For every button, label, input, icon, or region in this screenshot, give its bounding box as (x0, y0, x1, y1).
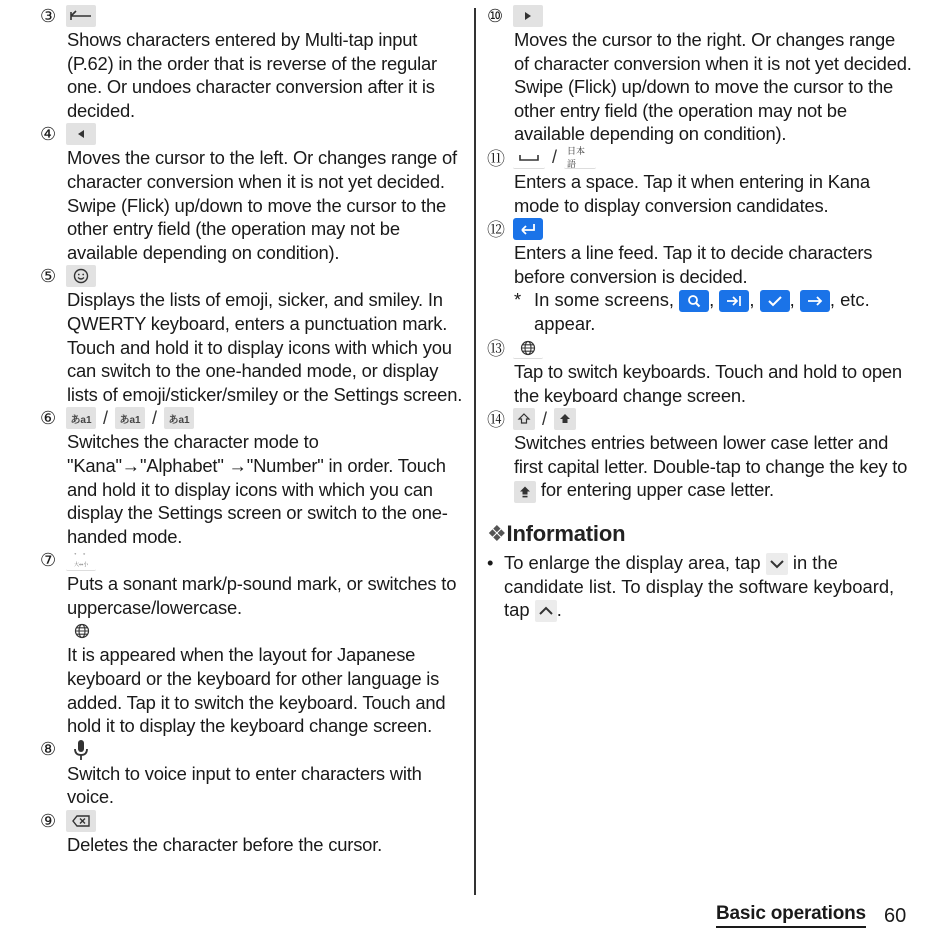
item-number: ⑤ (40, 265, 57, 287)
dakuten-icon (66, 549, 96, 571)
information-bullet: • To enlarge the display area, tap in the candidate list. To display the software keyboard, tap . (487, 551, 912, 623)
footer-section-title: Basic operations (716, 903, 866, 928)
space-key-icon (513, 147, 545, 169)
item-8 (40, 738, 465, 809)
information-section (487, 521, 912, 623)
page-number: 60 (884, 905, 907, 927)
item-number: ③ (40, 5, 57, 27)
item-description: Shows characters entered by Multi-tap input (P.62) in the order that is reverse of the regular one. Or undoes character conversion after it is decided. (67, 29, 437, 121)
conversion-key-icon: 日本語 (564, 147, 596, 169)
item-description: Enters a space. Tap it when entering in Kana mode to display conversion candidates. (514, 170, 870, 216)
item-number: ⑭ (487, 410, 505, 432)
item-description: Tap to switch keyboards. Touch and hold to open the keyboard change screen. (514, 361, 902, 406)
chevron-down-icon (766, 553, 788, 575)
chevron-up-icon (535, 600, 557, 622)
microphone-icon (66, 739, 96, 761)
item-description: Puts a sonant mark/p-sound mark, or switches to uppercase/lowercase. (67, 573, 457, 618)
item-number: ⑧ (40, 739, 57, 761)
item-4 (40, 122, 465, 264)
globe-icon (513, 337, 543, 359)
caps-lock-icon (514, 481, 536, 503)
svg-text:゛ ゜: ゛ ゜ (74, 552, 91, 561)
right-column (487, 4, 912, 622)
svg-text:大⇔小: 大⇔小 (74, 561, 89, 568)
search-icon (679, 290, 709, 312)
item-number: ⑦ (40, 549, 57, 571)
next-field-icon (719, 290, 749, 312)
globe-icon (67, 620, 97, 642)
item-13 (487, 336, 912, 407)
smiley-icon (66, 265, 96, 287)
shift-filled-icon (554, 408, 576, 430)
kana-mode-key-icon: あa1 (66, 407, 96, 429)
item-description: Moves the cursor to the right. Or changes range of character conversion when it is not yet decided. Swipe (Flick) up/down to move the cursor to the other entry field (the operation may not be available depending on condition). (514, 29, 912, 145)
item-7 (40, 548, 465, 738)
item-description: Switches the character mode to "Kana"→"Alphabet" →"Number" in order. Touch and hold it to display icons with which you can display the Settings screen or switch to the one-handed mode. (67, 431, 448, 547)
item-12 (487, 217, 912, 336)
item-description: Deletes the character before the cursor. (67, 834, 383, 856)
item-description: Switch to voice input to enter characters with voice. (67, 762, 422, 808)
return-arrow-icon (66, 5, 96, 27)
item-description: Moves the cursor to the left. Or changes range of character conversion when it is not yet decided. Swipe (Flick) up/down to move the cursor to the other entry field (the operation may not be available depending on condition). (67, 147, 457, 263)
item-number: ⑪ (487, 148, 505, 170)
item-5 (40, 264, 465, 406)
item-description: Displays the lists of emoji, sicker, and smiley. In QWERTY keyboard, enters a punctuation mark. Touch and hold it to display icons with which you can switch to the one-handed mode, or display lists of emoji/sticker/smiley or the Settings screen. (67, 289, 463, 405)
information-heading: ❖Information (487, 520, 626, 546)
item-3 (40, 4, 465, 122)
item-number: ⑨ (40, 810, 57, 832)
shift-outline-icon (513, 408, 535, 430)
item-description: Enters a line feed. Tap it to decide characters before conversion is decided. (514, 242, 873, 287)
right-triangle-icon (513, 5, 543, 27)
enter-icon (513, 218, 543, 240)
alphabet-mode-key-icon: あa1 (115, 407, 145, 429)
item-9 (40, 809, 465, 857)
item-number: ④ (40, 123, 57, 145)
checkmark-icon (760, 290, 790, 312)
item-number: ⑬ (487, 339, 505, 361)
item-number: ⑥ (40, 407, 57, 429)
left-triangle-icon (66, 123, 96, 145)
item-note: * In some screens, , , , , etc. appear. (514, 289, 870, 335)
item-number: ⑫ (487, 220, 505, 242)
backspace-icon (66, 810, 96, 832)
item-6: ⑥ あa1 / あa1 / あa1 Switches the character mode to "Kana"→"Alphabet" →"Number" in order. Touch and hold it to display icons with which you can display the Settings screen or switch to the one-handed mode. (40, 406, 465, 548)
item-14: ⑭ / Switches entries between lower case letter and first capital letter. Double-tap to change the key to for entering upper case letter. (487, 407, 912, 502)
item-number: ⑩ (487, 5, 504, 27)
item-11: ⑪ / 日本語 Enters a space. Tap it when entering in Kana mode to display conversion candidates. (487, 146, 912, 217)
column-divider (474, 8, 476, 895)
number-mode-key-icon: あa1 (164, 407, 194, 429)
right-arrow-icon (800, 290, 830, 312)
item-10 (487, 4, 912, 146)
item-description: Switches entries between lower case letter and first capital letter. Double-tap to change the key to for entering upper case letter. (514, 431, 912, 502)
left-column (40, 4, 465, 857)
item-sub-description: It is appeared when the layout for Japanese keyboard or the keyboard for other language is added. Tap it to switch the keyboard. Touch and hold it to display the keyboard change screen. (67, 644, 446, 737)
